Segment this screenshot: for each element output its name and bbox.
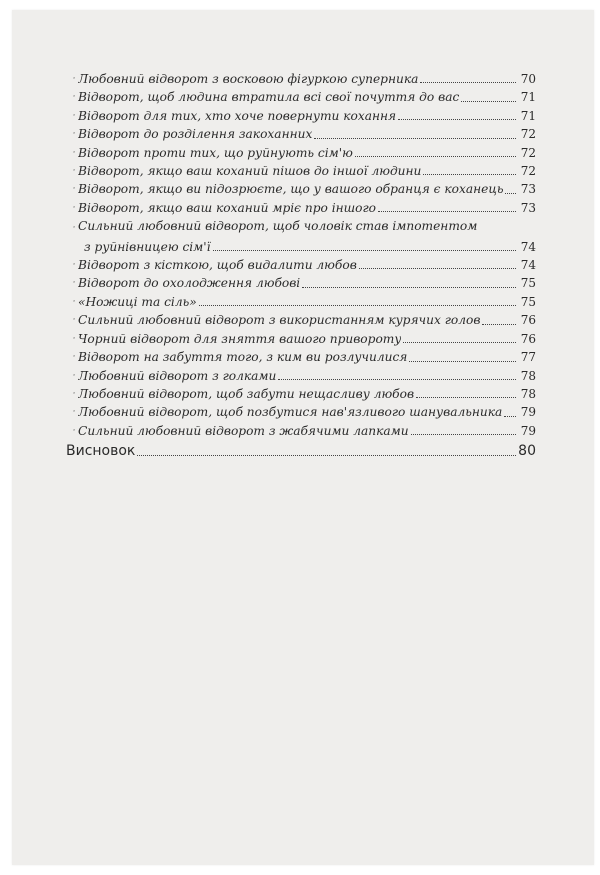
dot-leader — [398, 119, 516, 120]
toc-entry-page: 79 — [520, 405, 536, 420]
bullet-marker: · — [72, 296, 76, 307]
bullet-marker: · — [72, 388, 76, 399]
toc-entry-page: 72 — [520, 127, 536, 142]
dot-leader — [314, 138, 516, 139]
toc-entry-title: Відворот до розділення закоханних — [78, 127, 313, 142]
toc-entry — [74, 330, 536, 348]
toc-entry-conclusion — [66, 441, 536, 461]
dot-leader — [359, 268, 516, 269]
bullet-marker: · — [72, 202, 76, 213]
toc-entry-page: 76 — [520, 313, 536, 328]
dot-leader — [403, 342, 516, 343]
bullet-marker: · — [72, 315, 76, 326]
dot-leader — [213, 250, 516, 251]
bullet-marker: · — [72, 352, 76, 363]
toc-entry-title: Відворот для тих, хто хоче повернути кохання — [78, 108, 397, 123]
bullet-marker: · — [72, 166, 76, 177]
toc-entry — [74, 256, 536, 274]
toc-entry — [74, 422, 536, 440]
dot-leader — [416, 397, 516, 398]
toc-entry-page: 76 — [520, 331, 536, 346]
dot-leader — [423, 174, 516, 175]
toc-entry-title: Відворот, щоб людина втратила всі свої почуття до вас — [78, 90, 460, 105]
dot-leader — [420, 82, 516, 83]
toc-entry-page: 72 — [520, 164, 536, 179]
toc-entry-title-continued: з руйнівницею сім'ї — [84, 239, 211, 254]
toc-entry-title: Відворот, якщо ваш коханий пішов до іншої людини — [78, 164, 422, 179]
toc-entry — [74, 293, 536, 311]
bullet-marker: · — [72, 74, 76, 84]
toc-entry-page: 75 — [520, 294, 536, 309]
toc-entry-page: 73 — [520, 182, 536, 197]
toc-entry — [74, 348, 536, 366]
bullet-marker: · — [72, 129, 76, 140]
toc-entry-page: 79 — [520, 423, 536, 438]
bullet-marker: · — [72, 425, 76, 436]
bullet-marker: · — [72, 278, 76, 289]
dot-leader — [482, 324, 516, 325]
toc-entry-title: Любовний відворот, щоб забути нещасливу любов — [78, 386, 415, 401]
dot-leader — [137, 455, 516, 456]
toc-entry-page: 72 — [520, 145, 536, 160]
toc-entry — [74, 162, 536, 180]
table-of-contents — [66, 70, 536, 461]
bullet-marker: · — [72, 370, 76, 381]
bullet-marker: · — [72, 407, 76, 418]
toc-entry-title: Відворот, якщо ваш коханий мріє про іншого — [78, 200, 377, 215]
toc-entry-page: 74 — [520, 239, 536, 254]
toc-entry — [74, 199, 536, 217]
toc-entry — [74, 88, 536, 106]
toc-entry-title: Любовний відворот, щоб позбутися нав'язливого шанувальника — [78, 405, 503, 420]
dot-leader — [505, 193, 516, 194]
book-page — [12, 10, 594, 865]
toc-entry — [74, 125, 536, 143]
toc-entry-page: 77 — [520, 350, 536, 365]
toc-entry-title: Відворот з кісткою, щоб видалити любов — [78, 258, 357, 273]
bullet-marker: · — [72, 110, 76, 121]
toc-entry-title: Сильний любовний відворот з використанням курячих голов — [78, 313, 481, 328]
toc-entry-title: Любовний відворот з восковою фігуркою суперника — [78, 72, 419, 86]
toc-entry-page: 71 — [520, 90, 536, 105]
toc-entry — [74, 70, 536, 88]
toc-entry-page: 74 — [520, 258, 536, 273]
toc-entry-page: 70 — [520, 72, 536, 86]
toc-entry-title: Чорний відворот для зняття вашого привороту — [78, 331, 402, 346]
toc-entry-title: Любовний відворот з голками — [78, 368, 277, 383]
dot-leader — [278, 379, 516, 380]
toc-entry-title: «Ножиці та сіль» — [78, 294, 197, 309]
toc-entry — [74, 180, 536, 198]
toc-entry — [74, 311, 536, 329]
toc-entry-title: Сильний любовний відворот, щоб чоловік став імпотентом — [78, 219, 478, 234]
toc-entry-title: Сильний любовний відворот з жабячими лапками — [78, 423, 409, 438]
toc-entry — [74, 367, 536, 385]
toc-entry — [74, 274, 536, 292]
dot-leader — [409, 361, 516, 362]
toc-entry — [74, 403, 536, 421]
toc-entry-title: Відворот до охолодження любові — [78, 276, 301, 291]
toc-entry-page: 78 — [520, 368, 536, 383]
toc-entry — [74, 107, 536, 125]
toc-entry — [74, 144, 536, 162]
toc-entry — [74, 217, 536, 256]
dot-leader — [355, 156, 516, 157]
bullet-marker: · — [72, 92, 76, 103]
toc-entry-page: 78 — [520, 386, 536, 401]
bullet-marker: · — [72, 333, 76, 344]
dot-leader — [411, 434, 516, 435]
toc-entry-title: Відворот на забуття того, з ким ви розлучилися — [78, 350, 408, 365]
toc-entry-page: 73 — [520, 200, 536, 215]
dot-leader — [302, 287, 516, 288]
toc-entry-title: Відворот, якщо ви підозрюєте, що у вашого обранця є коханець — [78, 182, 504, 197]
bullet-marker: · — [72, 147, 76, 158]
toc-entry-title-line1 — [74, 217, 536, 237]
bullet-marker: · — [72, 223, 76, 234]
bullet-marker: · — [72, 260, 76, 271]
toc-entry-title: Відворот проти тих, що руйнують сім'ю — [78, 145, 353, 160]
dot-leader — [378, 211, 516, 212]
toc-entry-title-line2 — [74, 238, 536, 256]
dot-leader — [504, 416, 516, 417]
toc-entry-page: 75 — [520, 276, 536, 291]
toc-entry — [74, 385, 536, 403]
toc-entry-page: 80 — [518, 443, 536, 460]
dot-leader — [199, 305, 516, 306]
toc-entry-page: 71 — [520, 108, 536, 123]
bullet-marker: · — [72, 184, 76, 195]
toc-entry-title: Висновок — [66, 443, 136, 460]
dot-leader — [461, 101, 516, 102]
